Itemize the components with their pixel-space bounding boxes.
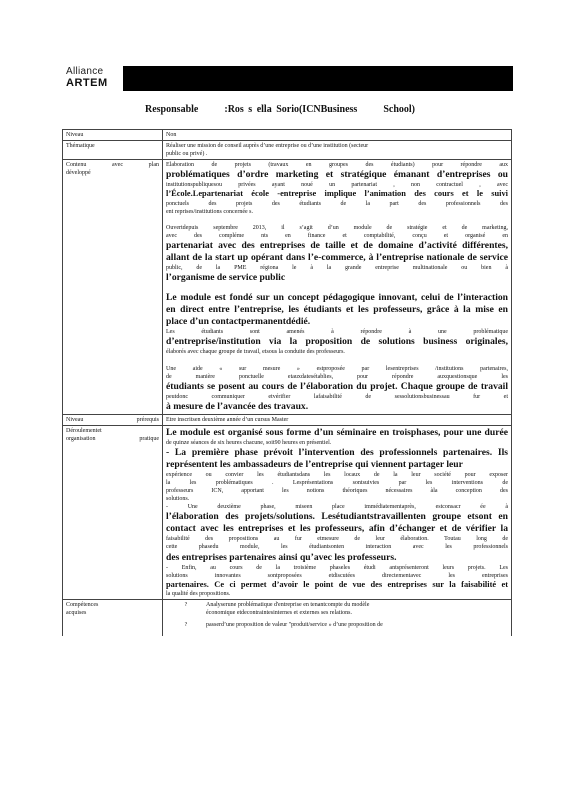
value-competences <box>163 600 512 636</box>
label-line: Compétences <box>66 602 99 609</box>
value-prerequis: Etre inscritsen deuxième année d’un cursus Master <box>163 414 512 425</box>
redacted-banner <box>123 66 513 91</box>
spacer <box>166 357 508 365</box>
text-line: à mesure de l’avancée des travaux. <box>166 400 309 412</box>
text-line: Le module est organisé sous forme d’un séminaire en troisphases, pour une durée <box>166 426 508 438</box>
spacer <box>166 216 508 224</box>
label-line: Contenu avec plan <box>66 162 159 169</box>
text-line: public ou privé) . <box>166 151 208 158</box>
text-line: allant de la start up opérant dans l’e-commerce, à l’entreprise nationale de service <box>166 252 508 264</box>
text-line: faisabilité des propositions au fur etmesure de leur élaboration. Toutau long de <box>166 536 508 543</box>
label-thematique: Thématique <box>63 141 163 160</box>
text-line: partenaires. Ce ci permet d’avoir le point de vue des entreprises sur la faisabilité et <box>166 579 508 589</box>
text-line: professeurs ICN, apportant les notions théoriques nécessaires àla conception des <box>166 488 508 495</box>
text-line: de manière ponctuelle etauxdatesétablies, pour répondre auxquestionsque les <box>166 373 508 380</box>
text-line: l’École.Lepartenariat école -entreprise implique l’animation des cours et le suivi <box>166 189 508 199</box>
title-name: :Ros s ella Sorio(ICNBusiness <box>224 104 358 115</box>
label-deroulement <box>63 425 163 599</box>
row-niveau <box>63 130 512 141</box>
text-line: contact avec les entreprises et les professeurs, afin d’échanger et de vérifier la <box>166 523 508 535</box>
text-line: représentent les ambassadeurs de l’entreprise qui viennent partager leur <box>166 458 463 470</box>
course-table <box>62 129 512 636</box>
spacer <box>166 284 508 292</box>
text-line: institutionspubliquesou privées ayant noué un partenariat , non contractuel , avec <box>166 182 508 189</box>
text-line: Les étudiants sont amenés à répondre à une problématique <box>166 329 508 336</box>
row-prerequis <box>63 414 512 425</box>
text-line: ent reprises/institutions concernée s. <box>166 209 253 216</box>
label-line: développé <box>66 170 91 177</box>
label-line: acquises <box>66 610 87 617</box>
text-line: la les problématiques . Lesprésentations sontsuivies par les interventions de <box>166 479 508 486</box>
row-thematique <box>63 141 512 160</box>
value-contenu <box>163 160 512 414</box>
label-competences <box>63 600 163 636</box>
bullet-mark: ? <box>184 622 188 629</box>
text-line: Analyserune problématique d'entreprise en tenantcompte du modèle <box>206 602 370 609</box>
text-line: élaborés avec chaque groupe de travail, etsous la conduite des professeurs. <box>166 349 345 356</box>
row-deroulement <box>63 425 512 599</box>
title-role: Responsable <box>145 104 199 115</box>
text-line: solutions. <box>166 496 190 503</box>
logo-line-2: ARTEM <box>66 77 108 89</box>
text-line: peutdonc communiquer etvérifier lafaisabilité de sessolutionsbusinessau fur et <box>166 393 508 400</box>
label-contenu <box>63 160 163 414</box>
text-line: Le module est fondé sur un concept pédagogique innovant, celui de l’interaction <box>166 292 508 304</box>
text-line: partenariat avec des entreprises de taille et de domaine d’activité différentes, <box>166 240 508 252</box>
text-line: - Enfin, au cours de la troisième phaseles étudi antsprésenteront leurs projets. Les <box>166 564 508 571</box>
text-line: Une aide « sur mesure » estproposée par lesentreprises /institutions partenaires, <box>166 365 508 372</box>
text-line: solutions innovantes sontproposées etdiscutées directementavec les entreprises <box>166 572 508 579</box>
list-item <box>166 601 508 617</box>
text-line: en direct entre l’entreprise, les étudiants et les professeurs, grâce à la mise en <box>166 304 508 316</box>
text-line: de quinze séances de six heures chacune, soit90 heures en présentiel. <box>166 439 332 446</box>
text-line: place d’un contactpermanentdédié. <box>166 316 311 328</box>
label-line: organisation pratique <box>66 435 159 442</box>
text-line: passerd’une proposition de valeur "produit/service » d’une proposition de <box>206 622 383 629</box>
text-line: étudiants se posent au cours de l’élaboration du projet. Chaque groupe de travail <box>166 380 508 392</box>
value-deroulement <box>163 425 512 599</box>
list-item <box>166 621 508 629</box>
row-contenu <box>63 160 512 414</box>
label-line: Déroulementet <box>66 427 102 434</box>
text-line: cette phasedu module, les étudiantsonten interaction avec les professionnels <box>166 544 508 551</box>
text-line: la qualité des propositions. <box>166 591 231 598</box>
text-line: - Une deuxième phase, miseen place immédiatementaprès, estconsacr ée à <box>166 504 508 511</box>
label-prerequis: Niveau prérequis <box>63 414 163 425</box>
title-school: School) <box>383 104 415 115</box>
text-line: Réaliser une mission de conseil auprès d’une entreprise ou d’une institution (secteur <box>166 143 369 150</box>
text-line: ponctuels des projets des étudiants de la part des professionnels des <box>166 200 508 207</box>
text-line: - La première phase prévoit l’intervention des professionnels partenaires. Ils <box>166 446 508 458</box>
text-line: l’organisme de service public <box>166 272 286 284</box>
text-line: expérience ou convier les étudiantsdans les locaux de la leur société pour exposer <box>166 471 508 478</box>
bullet-mark: ? <box>184 602 188 609</box>
logo-line-1: Alliance <box>66 66 104 77</box>
label-niveau: Niveau <box>63 130 163 141</box>
text-line: avec des compléme nts en finance et comptabilité, conçu et organisé en <box>166 233 508 240</box>
text-line: public, de la PME régiona le à la grande entreprise multinationale ou bien à <box>166 265 508 272</box>
row-competences <box>63 600 512 636</box>
text-line: d’entreprise/institution via la proposition de solutions business originales, <box>166 336 508 348</box>
text-line: Elaboration de projets (travaux en groupes des étudiants) pour répondre aux <box>166 162 508 169</box>
document-title <box>145 104 415 115</box>
text-line: Ouvertdepuis septembre 2013, il s’agit d’un module de stratégie et de marketing, <box>166 225 508 232</box>
text-line: l’élaboration des projets/solutions. Lesétudiantstravaillenten groupe etsont en <box>166 511 508 523</box>
text-line: économique etdecontraintesinternes et externes ses relations. <box>206 610 352 617</box>
alliance-artem-logo <box>66 67 108 89</box>
text-line: des entreprises partenaires ainsi qu’avec les professeurs. <box>166 551 397 563</box>
value-niveau: Non <box>163 130 512 141</box>
value-thematique <box>163 141 512 160</box>
text-line: problématiques d’ordre marketing et stratégique émanant d’entreprises ou <box>166 169 508 181</box>
